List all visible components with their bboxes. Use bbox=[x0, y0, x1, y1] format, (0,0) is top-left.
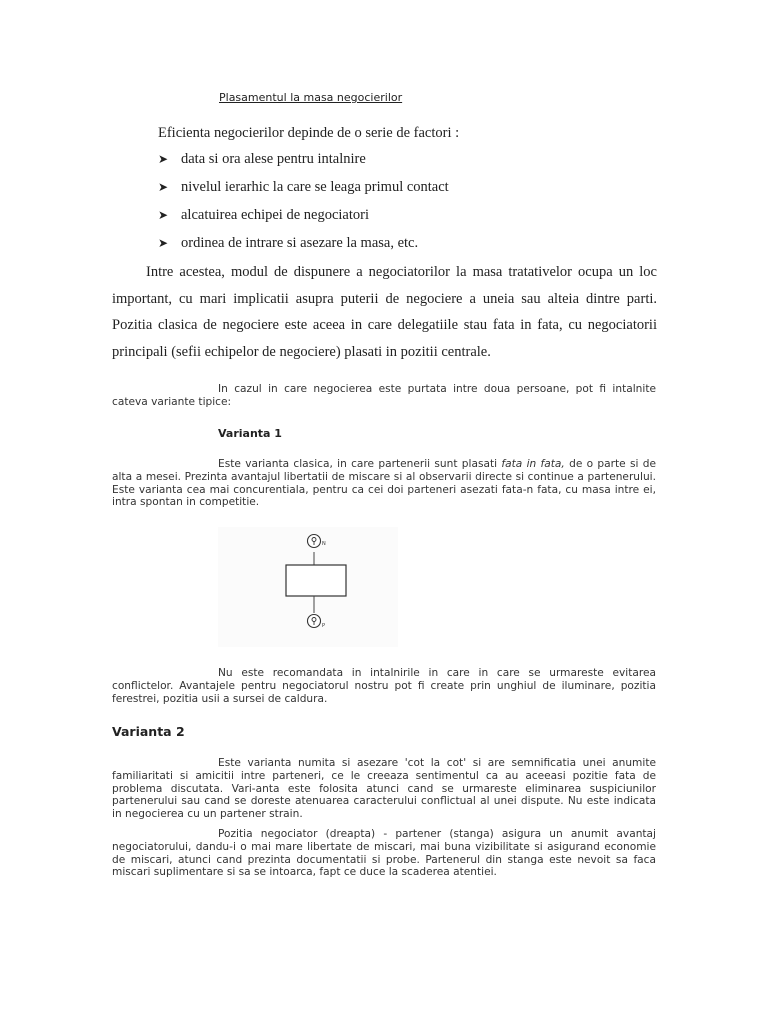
varianta1-note bbox=[112, 667, 656, 705]
varianta1-paragraph bbox=[112, 458, 656, 509]
person-top-label: N bbox=[322, 541, 326, 547]
main-paragraph bbox=[112, 259, 657, 365]
varianta1-heading: Varianta 1 bbox=[218, 427, 282, 440]
two-persons-paragraph bbox=[112, 383, 656, 409]
varianta1-text-after: de o parte si de alta a mesei. Prezinta avantajul libertatii de miscare si al observarii directe si continue a partenerului. Este varianta cea mai concurentiala, pentru ca cei doi parteneri asezati fata-n fata, cu masa intre ei, intra spontan in competitie. bbox=[112, 458, 657, 509]
face-to-face-seating-diagram bbox=[218, 527, 398, 647]
varianta2-text-2: Pozitia negociator (dreapta) - partener (stanga) asigura un anumit avantaj negociatorului, dandu-i o mai mare libertate de miscari, mai buna vizibilitate si asigurand economie de miscari, atunci cand prezinta documentatii si probe. Partenerul din stanga este nevoit sa faca miscari suplimentare si sa se intoarca, fapt ce duce la scaderea atentiei. bbox=[112, 828, 656, 879]
varianta2-heading: Varianta 2 bbox=[112, 724, 185, 739]
varianta1-text-italic: fata in fata, bbox=[501, 458, 565, 470]
varianta1-text-before: Este varianta clasica, in care partenerii sunt plasati bbox=[218, 458, 502, 470]
list-item bbox=[158, 150, 449, 178]
factors-list bbox=[158, 150, 449, 262]
negotiation-table bbox=[286, 565, 346, 596]
arrowhead-bullet-icon: ➤ bbox=[158, 208, 169, 222]
arrowhead-bullet-icon: ➤ bbox=[158, 152, 169, 166]
arrowhead-bullet-icon: ➤ bbox=[158, 180, 169, 194]
list-item bbox=[158, 178, 449, 206]
main-paragraph-text: Intre acestea, modul de dispunere a negociatorilor la masa tratativelor ocupa un loc important, cu mari implicatii asupra puterii de negociere a uneia sau alteia dintre parti. Pozitia clasica de negociere este aceea in care delegatiile stau fata in fata, cu negociatorii principali (sefii echipelor de negociere) plasati in pozitii centrale. bbox=[112, 264, 657, 360]
person-top-icon bbox=[308, 535, 321, 548]
varianta1-note-text: Nu este recomandata in intalnirile in care in care se urmareste evitarea conflictelor. Avantajele pentru negociatorul nostru pot fi create prin unghiul de iluminare, pozitia ferestrei, pozitia usii a sursei de caldura. bbox=[112, 667, 656, 705]
list-item-text: alcatuirea echipei de negociatori bbox=[181, 207, 369, 223]
person-bottom-label: P bbox=[322, 623, 326, 629]
list-item bbox=[158, 206, 449, 234]
varianta2-text: Este varianta numita si asezare 'cot la cot' si are semnificatia unei anumite familiaritati si amicitii intre parteneri, ce le creeaza sentimentul ca au aceeasi pozitie fata de problema discutata. Vari-anta este folosita atunci cand se urmareste eliminarea suspiciunilor partenerului sau cand se doreste atenuarea caracterului conflictual al unei dispute. Nu este indicata in negocierea cu un partener strain. bbox=[112, 757, 656, 821]
person-bottom-icon bbox=[308, 615, 321, 628]
document-title: Plasamentul la masa negocierilor bbox=[219, 91, 403, 104]
two-persons-paragraph-text: In cazul in care negocierea este purtata intre doua persoane, pot fi intalnite cateva variante tipice: bbox=[112, 383, 656, 408]
list-item-text: nivelul ierarhic la care se leaga primul contact bbox=[181, 179, 449, 195]
list-item-text: ordinea de intrare si asezare la masa, etc. bbox=[181, 235, 419, 251]
list-item-text: data si ora alese pentru intalnire bbox=[181, 151, 366, 167]
arrowhead-bullet-icon: ➤ bbox=[158, 236, 169, 250]
varianta2-paragraph bbox=[112, 757, 656, 821]
varianta2-paragraph-2 bbox=[112, 828, 656, 879]
list-item bbox=[158, 234, 449, 262]
intro-sentence: Eficienta negocierilor depinde de o serie de factori : bbox=[158, 125, 460, 141]
